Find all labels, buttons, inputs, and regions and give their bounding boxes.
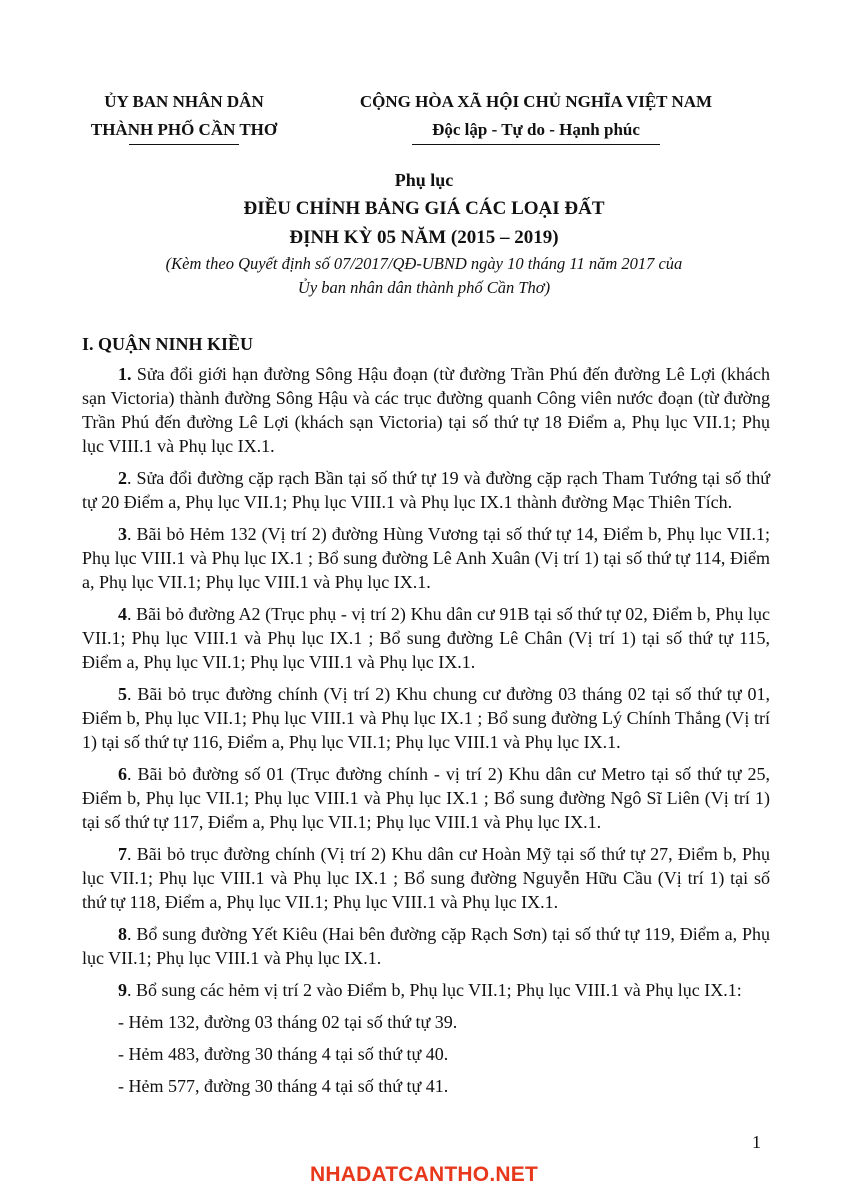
issuing-authority [64, 88, 304, 145]
document-title-block [80, 166, 768, 300]
item-text: . Bãi bỏ trục đường chính (Vị trí 2) Khu chung cư đường 03 tháng 02 tại số thứ tự 01, Điểm b, Phụ lục VII.1; Phụ lục VIII.1 và Phụ lục IX.1 ; Bổ sung đường Lý Chính Thắng (Vị trí 1) tại số thứ tự 116, Điểm a, Phụ lục VII.1; Phụ lục VIII.1 và Phụ lục IX.1. [82, 684, 770, 752]
list-item [82, 762, 770, 834]
authority-underline [129, 144, 239, 145]
list-item [82, 522, 770, 594]
sub-list-item: - Hẻm 132, đường 03 tháng 02 tại số thứ tự 39. [118, 1012, 458, 1032]
list-item [82, 362, 770, 458]
national-motto [312, 88, 760, 145]
item-text: . Bổ sung các hẻm vị trí 2 vào Điểm b, Phụ lục VII.1; Phụ lục VIII.1 và Phụ lục IX.1: [127, 980, 742, 1000]
item-text: . Sửa đổi đường cặp rạch Bần tại số thứ tự 19 và đường cặp rạch Tham Tướng tại số thứ tự 20 Điểm a, Phụ lục VII.1; Phụ lục VIII.1 và Phụ lục IX.1 thành đường Mạc Thiên Tích. [82, 468, 770, 512]
country-name: CỘNG HÒA XÃ HỘI CHỦ NGHĨA VIỆT NAM [359, 92, 713, 111]
list-item [82, 602, 770, 674]
list-item [82, 466, 770, 514]
item-text: . Bãi bỏ đường A2 (Trục phụ - vị trí 2) Khu dân cư 91B tại số thứ tự 02, Điểm b, Phụ lục VII.1; Phụ lục VIII.1 và Phụ lục IX.1 ; Bổ sung đường Lê Chân (Vị trí 1) tại số thứ tự 115, Điểm a, Phụ lục VII.1; Phụ lục VIII.1 và Phụ lục IX.1. [82, 604, 770, 672]
list-item [82, 978, 770, 1002]
section-heading: I. QUẬN NINH KIỀU [82, 334, 254, 354]
item-number: 6 [118, 764, 127, 784]
item-number: 1. [118, 364, 132, 384]
decision-issuer: Ủy ban nhân dân thành phố Cần Thơ) [297, 278, 551, 297]
sub-list-item: - Hẻm 577, đường 30 tháng 4 tại số thứ tự 41. [118, 1076, 449, 1096]
authority-line-2: THÀNH PHỐ CẦN THƠ [90, 120, 278, 139]
decision-reference: (Kèm theo Quyết định số 07/2017/QĐ-UBND ngày 10 tháng 11 năm 2017 của [165, 254, 683, 273]
list-item [82, 842, 770, 914]
item-number: 3 [118, 524, 127, 544]
list-item [82, 922, 770, 970]
page-number: 1 [752, 1132, 761, 1152]
list-item [82, 682, 770, 754]
item-text: . Bãi bỏ đường số 01 (Trục đường chính - vị trí 2) Khu dân cư Metro tại số thứ tự 25, Điểm b, Phụ lục VII.1; Phụ lục VIII.1 và Phụ lục IX.1 ; Bổ sung đường Ngô Sĩ Liên (Vị trí 1) tại số thứ tự 117, Điểm a, Phụ lục VII.1; Phụ lục VIII.1 và Phụ lục IX.1. [82, 764, 770, 832]
motto: Độc lập - Tự do - Hạnh phúc [432, 120, 640, 139]
item-number: 9 [118, 980, 127, 1000]
sub-list-item: - Hẻm 483, đường 30 tháng 4 tại số thứ tự 40. [118, 1044, 449, 1064]
item-number: 5 [118, 684, 127, 704]
item-number: 4 [118, 604, 127, 624]
item-text: . Bãi bỏ trục đường chính (Vị trí 2) Khu dân cư Hoàn Mỹ tại số thứ tự 27, Điểm b, Phụ lục VII.1; Phụ lục VIII.1 và Phụ lục IX.1 ; Bổ sung đường Nguyễn Hữu Cầu (Vị trí 1) tại số thứ tự 118, Điểm a, Phụ lục VII.1; Phụ lục VIII.1 và Phụ lục IX.1. [82, 844, 770, 912]
item-number: 8 [118, 924, 127, 944]
title-line-1: ĐIỀU CHỈNH BẢNG GIÁ CÁC LOẠI ĐẤT [243, 198, 605, 219]
appendix-label: Phụ lục [394, 170, 454, 190]
authority-line-1: ỦY BAN NHÂN DÂN [104, 92, 264, 111]
item-number: 2 [118, 468, 127, 488]
item-number: 7 [118, 844, 127, 864]
item-text: Sửa đổi giới hạn đường Sông Hậu đoạn (từ đường Trần Phú đến đường Lê Lợi (khách sạn Victoria) thành đường Sông Hậu và các trục đường quanh Công viên nước đoạn (từ đường Trần Phú đến đường Lê Lợi (khách sạn Victoria) tại số thứ tự 18 Điểm a, Phụ lục VII.1; Phụ lục VIII.1 và Phụ lục IX.1. [82, 364, 770, 456]
footer-brand-watermark[interactable]: NHADATCANTHO.NET [310, 1163, 538, 1186]
item-text: . Bãi bỏ Hẻm 132 (Vị trí 2) đường Hùng Vương tại số thứ tự 14, Điểm b, Phụ lục VII.1; Phụ lục VIII.1 và Phụ lục IX.1 ; Bổ sung đường Lê Anh Xuân (Vị trí 1) tại số thứ tự 114, Điểm a, Phụ lục VII.1; Phụ lục VIII.1 và Phụ lục IX.1. [82, 524, 770, 592]
motto-underline [412, 144, 660, 145]
item-text: . Bổ sung đường Yết Kiêu (Hai bên đường cặp Rạch Sơn) tại số thứ tự 119, Điểm a, Phụ lục VII.1; Phụ lục VIII.1 và Phụ lục IX.1. [82, 924, 770, 968]
title-line-2: ĐỊNH KỲ 05 NĂM (2015 – 2019) [289, 227, 559, 248]
document-body [82, 330, 770, 1106]
